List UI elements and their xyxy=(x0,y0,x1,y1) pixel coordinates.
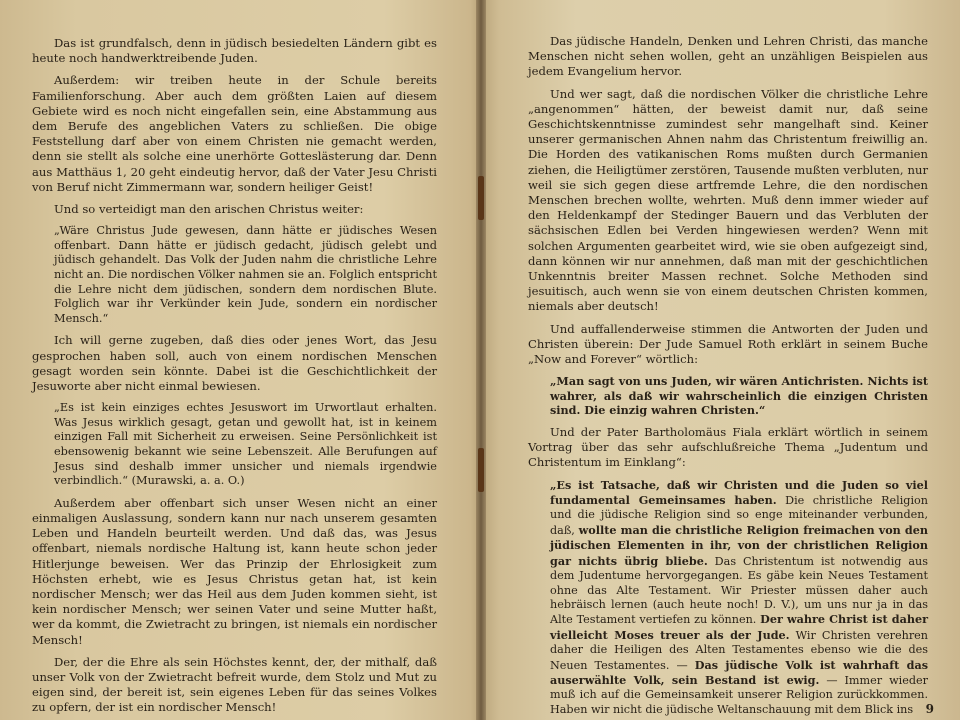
paragraph: Und auffallenderweise stimmen die Antworten der Juden und Christen überein: Der Jude Samuel Roth erklärt in seinem Buche „Now and Forever“ wörtlich: xyxy=(528,321,928,367)
paragraph: Und der Pater Bartholomäus Fiala erklärt wörtlich in seinem Vortrag über das sehr aufschlußreiche Thema „Judentum und Christentum im Einklang“: xyxy=(528,425,928,470)
paragraph: Und so verteidigt man den arischen Christus weiter: xyxy=(54,202,364,217)
paragraph: Das ist grundfalsch, denn in jüdisch besiedelten Ländern gibt es heute noch handwerktreibende Juden. xyxy=(32,36,437,66)
text-segment: Die christliche Religion und die jüdische Religion sind so enge miteinander verbunden, daß, xyxy=(550,494,928,537)
paragraph: Der, der die Ehre als sein Höchstes kennt, der, der mithalf, daß unser Volk von der Zwietracht befreit wurde, dem Stolz und Mut zu eigen sind, der bereit ist, sein eigenes Leben für das seines Volkes zu opfern, der ist ein nordischer Mensch! xyxy=(32,654,437,715)
right-page-text xyxy=(528,34,928,720)
bold-quote: „Man sagt von uns Juden, wir wären Antichristen. Nichts ist wahrer, als daß wir wahrscheinlich die einzigen Christen sind. Die einzig wahren Christen.“ xyxy=(550,374,928,418)
bold-text-segment: Das jüdische Volk ist wahrhaft das auserwählte Volk, sein Bestand ist ewig. xyxy=(550,657,929,687)
page-number: 9 xyxy=(925,702,934,716)
left-page xyxy=(0,0,478,720)
paragraph: Außerdem aber offenbart sich unser Wesen nicht an einer einmaligen Auslassung, sondern kann nur nach unserem gesamten Leben und Handeln beurteilt werden. Und daß das, was Jesus offenbart, niemals nordische Haltung ist, kann heute schon jeder Hitlerjunge beweisen. Wer das Prinzip der Ehrlosigkeit zum Höchsten erhebt, wie es Jesus Christus getan hat, ist kein nordischer Mensch; wer das Heil aus dem Juden kommen sieht, ist kein nordischer Mensch; wer seinen Vater und seine Mutter haßt, wer da kommt, die Zwietracht zu bringen, ist niemals ein nordischer Mensch! xyxy=(32,495,437,647)
quote: „Wäre Christus Jude gewesen, dann hätte er jüdisches Wesen offenbart. Dann hätte er jüdisch gedacht, jüdisch gelebt und jüdisch gehandelt. Das Volk der Juden nahm die christliche Lehre nicht an. Die nordischen Völker nahmen sie an. Folglich entspricht die Lehre nicht dem jüdischen, sondern dem nordischen Blute. Folglich war ihr Verkünder kein Jude, sondern ein nordischer Mensch.“ xyxy=(54,224,437,325)
bold-text-segment: „Es ist Tatsache, daß wir Christen und die Juden so viel fundamental Gemeinsames haben. xyxy=(550,477,928,508)
text-segment: — Immer wieder muß ich auf die Gemeinsamkeit unserer Religion zurückkommen. Haben wir nicht die jüdische Weltanschauung mit dem Blick ins xyxy=(550,673,928,716)
right-page xyxy=(486,0,960,720)
binding-stitch xyxy=(478,448,484,492)
bold-text-segment: Der wahre Christ ist daher vielleicht Moses treuer als der Jude. xyxy=(550,612,929,642)
text-segment: Das Christentum ist notwendig aus dem Judentume hervorgegangen. Es gäbe kein Neues Testament ohne das Alte Testament. Wir Priester müssen daher auch hebräisch lernen (auch heute noch! D. V.), um uns nur ja in das Alte Testament vertiefen zu können. xyxy=(550,554,928,627)
left-page-text xyxy=(32,36,437,720)
text-segment: Wir Christen verehren daher die Heiligen des Alten Testamentes ebenso wie die des Neuen Testamentes. — xyxy=(550,628,928,672)
quote: „Es ist kein einziges echtes Jesuswort im Urwortlaut erhalten. Was Jesus wirklich gesagt, getan und gewollt hat, ist in keinem einzigen Fall mit Sicherheit zu erweisen. Seine Persönlichkeit ist ebensowenig bekannt wie seine Lebenszeit. Alle Berufungen auf Jesus sind deshalb immer unsicher und niemals irgendwie verbindlich.“ (Murawski, a. a. O.) xyxy=(54,401,437,488)
paragraph: Ich will gerne zugeben, daß dies oder jenes Wort, das Jesu gesprochen haben soll, auch von einem nordischen Menschen gesagt worden sein könnte. Dabei ist die Geschichtlichkeit der Jesuworte aber nicht einmal bewiesen. xyxy=(32,333,437,393)
mixed-quote xyxy=(528,478,928,718)
paragraph: Das jüdische Handeln, Denken und Lehren Christi, das manche Menschen nicht sehen wollen, geht an unzähligen Beispielen aus jedem Evangelium hervor. xyxy=(528,34,928,79)
paragraph: Und wer sagt, daß die nordischen Völker die christliche Lehre „angenommen“ hätten, der beweist damit nur, daß seine Geschichtskenntnisse zumindest sehr mangelhaft sind. Keiner unserer germanischen Ahnen nahm das Christentum freiwillig an. Die Horden des vatikanischen Roms mußten durch Germanien ziehen, die Heiligtümer zerstören, Tausende mußten verbluten, nur weil sie sich gegen diese artfremde Lehre, die den nordischen Menschen brechen wollte, wehrten. Muß denn immer wieder auf den Heldenkampf der Stedinger Bauern und das Verbluten der sächsischen Edlen bei Verden hingewiesen werden? Wenn mit solchen Argumenten gearbeitet wird, wie sie oben aufgezeigt sind, dann können wir nur annehmen, daß man mit der geschichtlichen Unkenntnis breiter Massen rechnet. Solche Methoden sind jesuitisch, auch wenn sie von einem deutschen Christen kommen, niemals aber deutsch! xyxy=(528,86,928,314)
binding-stitch xyxy=(478,176,484,220)
book-gutter xyxy=(476,0,486,720)
paragraph: Außerdem: wir treiben heute in der Schule bereits Familienforschung. Aber auch dem größten Laien auf diesem Gebiete wird es noch nicht eingefallen sein, eine Abstammung aus dem Berufe des angeblichen Vaters zu schließen. Die obige Feststellung darf aber von einem Christen nie gemacht werden, denn sie stellt als solche eine unerhörte Gotteslästerung dar. Denn aus Matthäus 1, 20 geht eindeutig hervor, daß der Vater Jesu Christi von Beruf nicht Zimmermann war, sondern heiliger Geist! xyxy=(32,73,437,194)
bold-text-segment: wollte man die christliche Religion freimachen von den jüdischen Elementen in ihr, von der christlichen Religion gar nichts übrig bliebe. xyxy=(550,522,928,568)
